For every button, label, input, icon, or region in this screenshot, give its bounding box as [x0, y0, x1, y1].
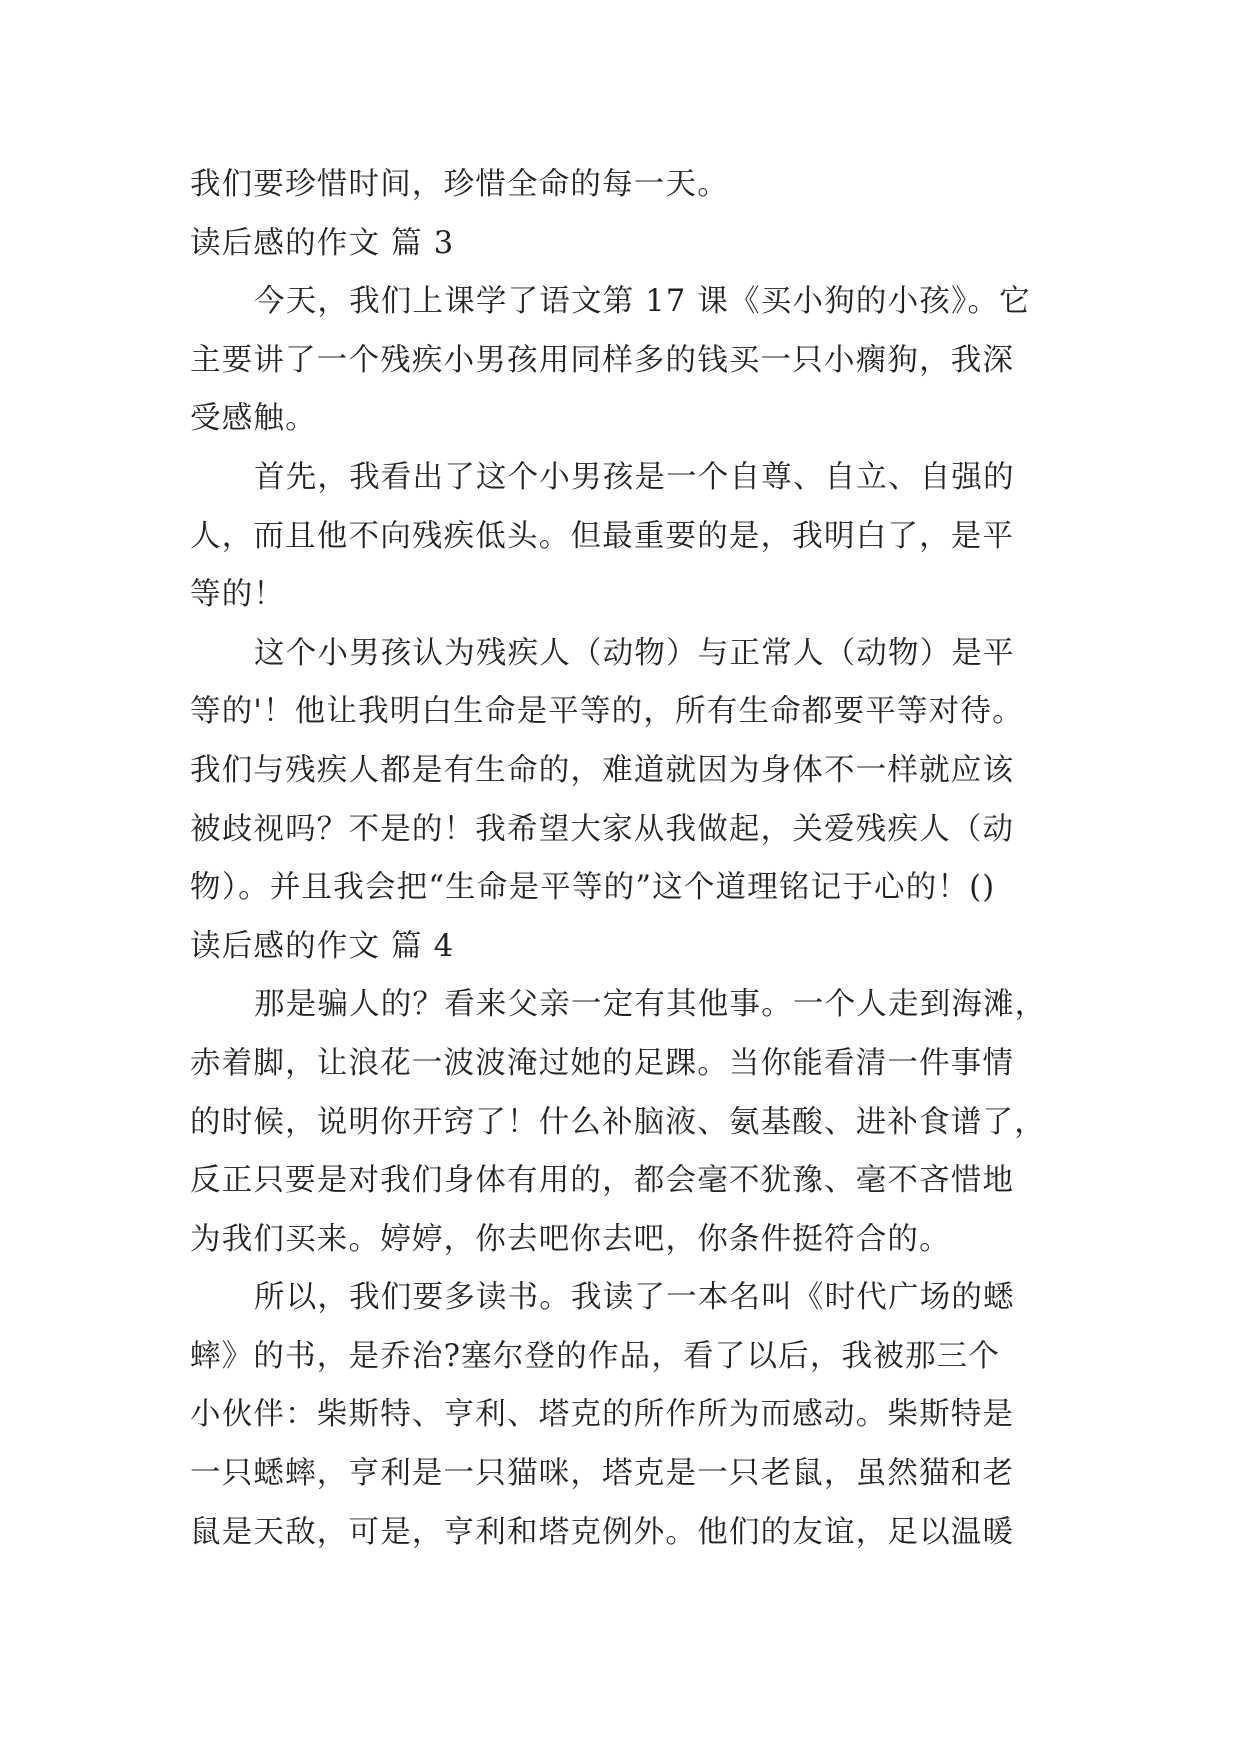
document-body	[190, 156, 1060, 1562]
text-line: 小伙伴：柴斯特、亨利、塔克的所作所为而感动。柴斯特是	[190, 1397, 1015, 1433]
text-line: 等的'！他让我明白生命是平等的，所有生命都要平等对待。	[190, 694, 1024, 730]
text-line: 主要讲了一个残疾小男孩用同样多的钱买一只小瘸狗，我深	[190, 342, 1015, 378]
paragraph-first-line: 首先，我看出了这个小男孩是一个自尊、自立、自强的	[254, 459, 1015, 495]
paragraph-first-line: 所以，我们要多读书。我读了一本名叫《时代广场的蟋	[254, 1280, 1015, 1316]
text-line: 物）。并且我会把“生命是平等的”这个道理铭记于心的！()	[190, 870, 996, 906]
paragraph-first-line: 这个小男孩认为残疾人（动物）与正常人（动物）是平	[254, 635, 1015, 671]
text-line: 我们要珍惜时间，珍惜全命的每一天。	[190, 167, 729, 202]
text-line: 人，而且他不向残疾低头。但最重要的是，我明白了，是平	[190, 518, 1015, 554]
text-line: 反正只要是对我们身体有用的，都会毫不犹豫、毫不吝惜地	[190, 1163, 1015, 1199]
text-line: 等的！	[190, 577, 286, 613]
section-heading: 读后感的作文 篇 3	[190, 225, 455, 261]
text-line: 我们与残疾人都是有生命的，难道就因为身体不一样就应该	[190, 752, 1015, 788]
paragraph-first-line: 那是骗人的？看来父亲一定有其他事。一个人走到海滩，	[254, 987, 1047, 1023]
section-heading: 读后感的作文 篇 4	[190, 928, 455, 964]
text-line: 的时候，说明你开窍了！什么补脑液、氨基酸、进补食谱了，	[190, 1104, 1046, 1140]
text-line: 一只蟋蟀，亨利是一只猫咪，塔克是一只老鼠，虽然猫和老	[190, 1456, 1015, 1492]
text-line: 被歧视吗？不是的！我希望大家从我做起，关爱残疾人（动	[190, 811, 1015, 847]
paragraph-first-line: 今天，我们上课学了语文第 17 课《买小狗的小孩》。它	[254, 284, 1031, 320]
text-line: 蟀》的书，是乔治?塞尔登的作品，看了以后，我被那三个	[190, 1338, 1001, 1374]
text-line: 受感触。	[190, 401, 317, 437]
text-line: 鼠是天敌，可是，亨利和塔克例外。他们的友谊，足以温暖	[190, 1514, 1015, 1550]
text-line: 为我们买来。婷婷，你去吧你去吧，你条件挺符合的。	[190, 1221, 951, 1257]
text-line: 赤着脚，让浪花一波波淹过她的足踝。当你能看清一件事情	[190, 1045, 1015, 1081]
